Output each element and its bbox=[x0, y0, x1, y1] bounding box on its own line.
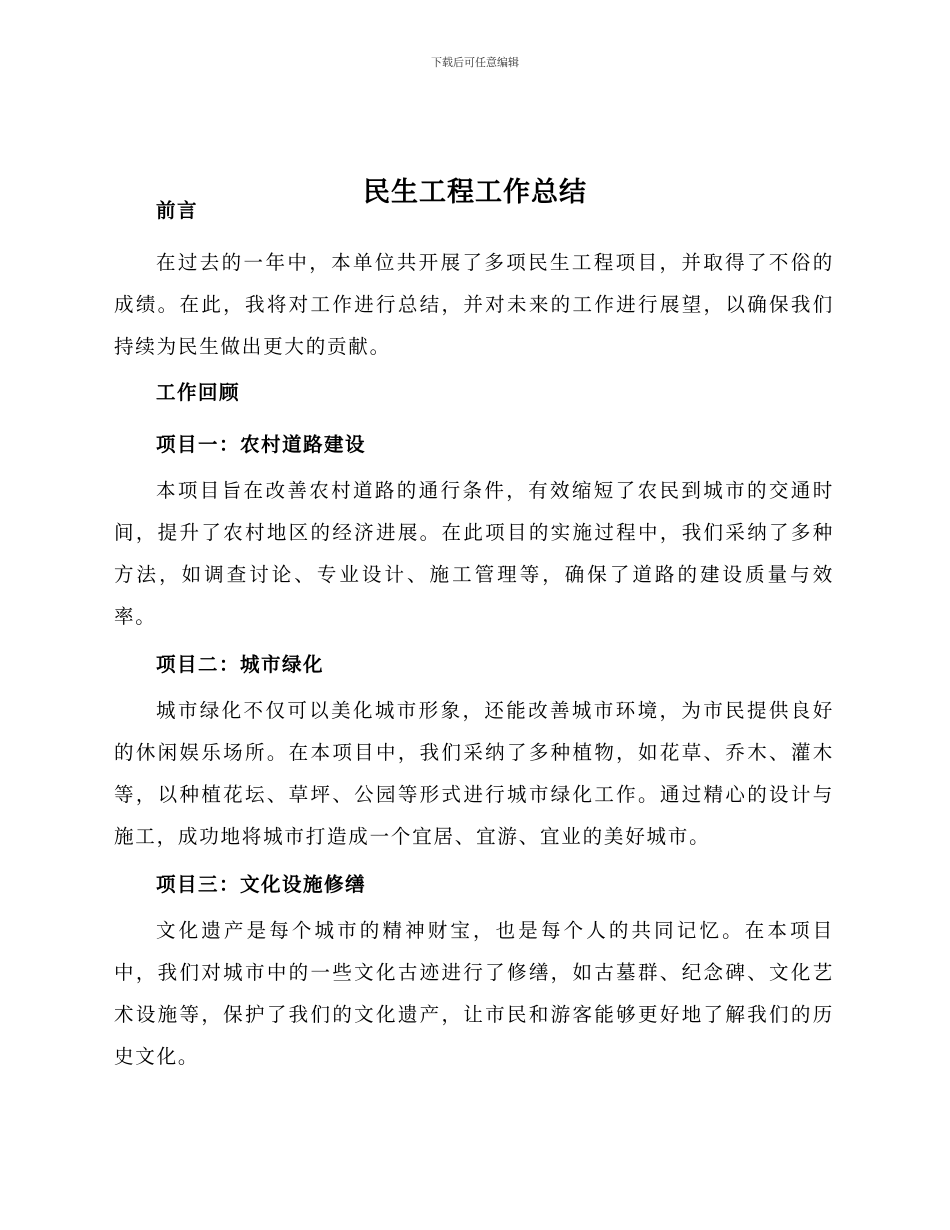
project-2-paragraph: 城市绿化不仅可以美化城市形象，还能改善城市环境，为市民提供良好的休闲娱乐场所。在本项目中，我们采纳了多种植物，如花草、乔木、灌木等，以种植花坛、草坪、公园等形式进行城市绿化工作。通过精心的设计与施工，成功地将城市打造成一个宜居、宜游、宜业的美好城市。 bbox=[114, 699, 834, 848]
project-2-heading: 项目二：城市绿化 bbox=[156, 653, 325, 676]
project-1-heading: 项目一：农村道路建设 bbox=[156, 433, 367, 456]
header-note: 下载后可任意编辑 bbox=[431, 56, 519, 69]
project-3-heading: 项目三：文化设施修缮 bbox=[156, 873, 367, 896]
preface-paragraph: 在过去的一年中，本单位共开展了多项民生工程项目，并取得了不俗的成绩。在此，我将对工作进行总结，并对未来的工作进行展望，以确保我们持续为民生做出更大的贡献。 bbox=[114, 251, 834, 358]
project-3-paragraph: 文化遗产是每个城市的精神财宝，也是每个人的共同记忆。在本项目中，我们对城市中的一些文化古迹进行了修缮，如古墓群、纪念碑、文化艺术设施等，保护了我们的文化遗产，让市民和游客能够更好地了解我们的历史文化。 bbox=[114, 919, 834, 1068]
document-title: 民生工程工作总结 bbox=[363, 177, 587, 209]
project-1-paragraph: 本项目旨在改善农村道路的通行条件，有效缩短了农民到城市的交通时间，提升了农村地区的经济进展。在此项目的实施过程中，我们采纳了多种方法，如调查讨论、专业设计、施工管理等，确保了道路的建设质量与效率。 bbox=[114, 479, 834, 628]
document-body bbox=[114, 192, 834, 1086]
review-heading: 工作回顾 bbox=[156, 381, 241, 404]
preface-heading: 前言 bbox=[156, 199, 199, 222]
